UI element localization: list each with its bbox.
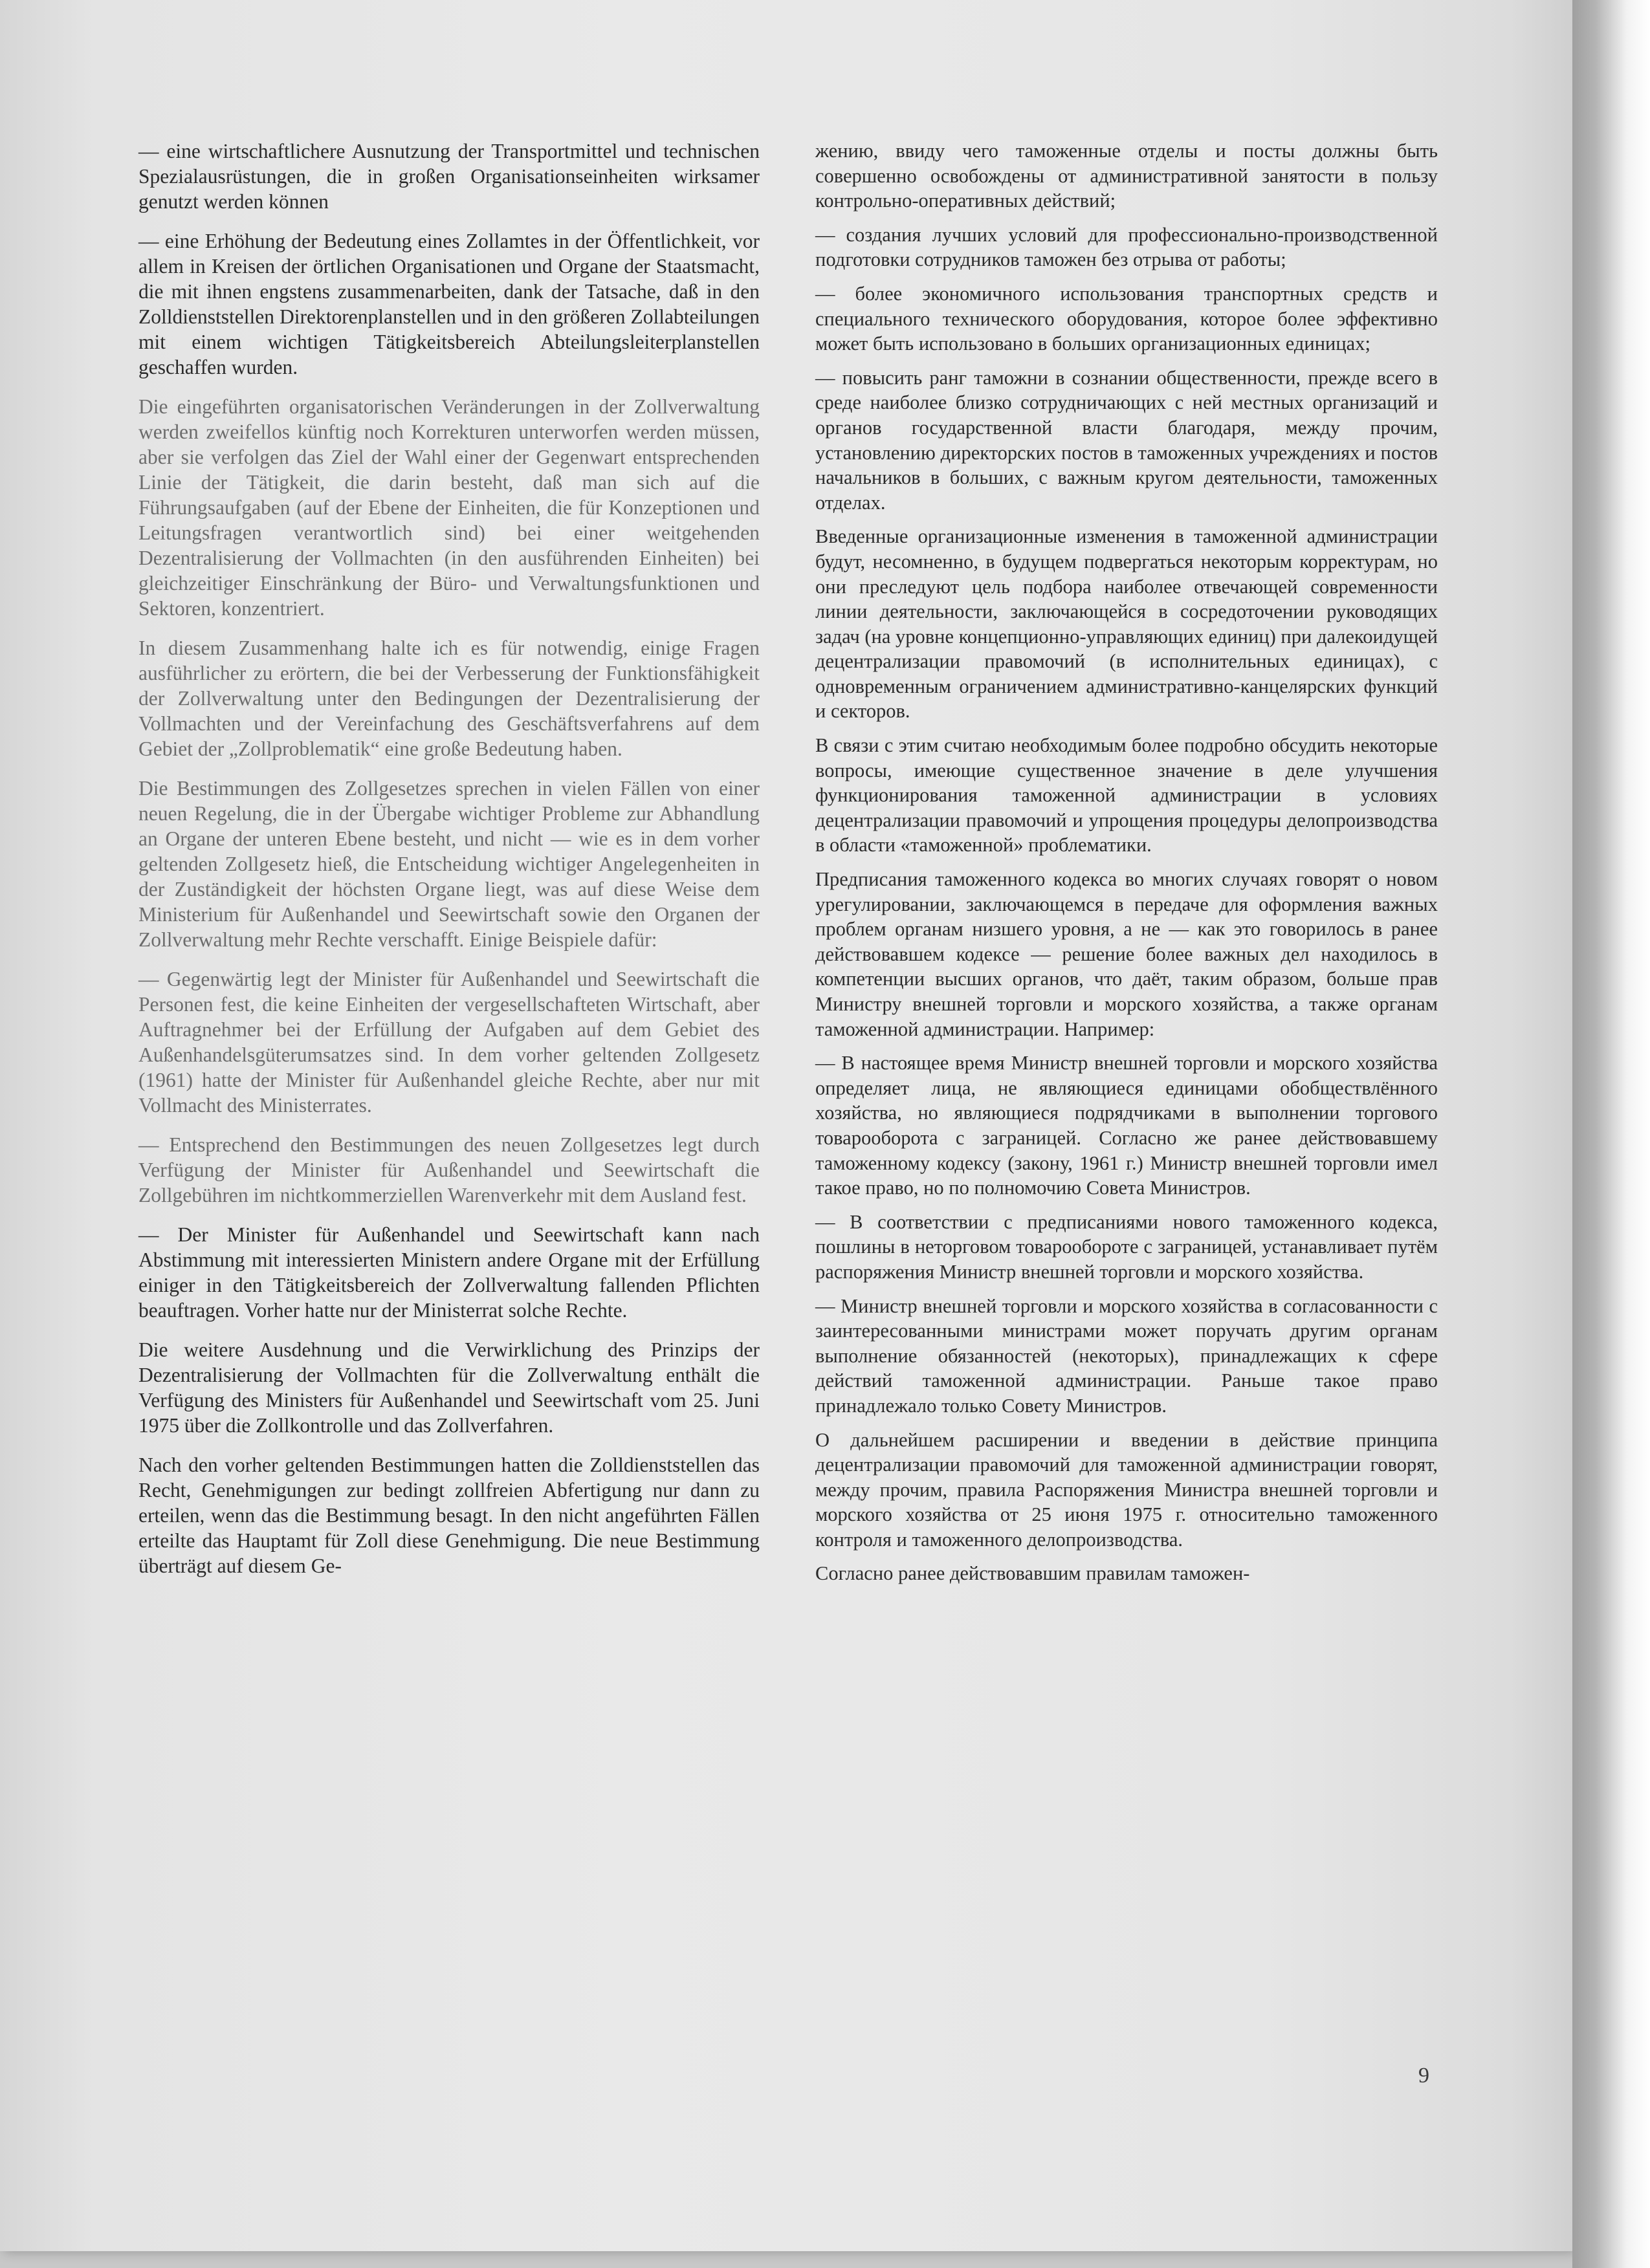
german-paragraph-3: Die eingeführten organisatorischen Veränderungen in der Zollverwaltung werden zweifellos künftig noch Korrekturen unterworfen werden müssen, aber sie verfolgen das Ziel der Wahl einer der Gegenwart entsprechenden Linie der Tätigkeit, die darin besteht, daß man sich auf die Führungsaufgaben (auf der Ebene der Einheiten, die für Konzeptionen und Leitungsfragen verantwortlich sind) bei einer weitgehenden Dezentralisierung der Vollmachten (in den ausführenden Einheiten) bei gleichzeitiger Einschränkung der Büro- und Verwaltungsfunktionen und Sektoren, konzentriert. (138, 395, 760, 620)
russian-paragraph-2: — создания лучших условий для профессионально-производственной подготовки сотрудников таможен без отрыва от работы; (815, 223, 1438, 271)
german-paragraph-8: — Der Minister für Außenhandel und Seewirtschaft kann nach Abstimmung mit interessierten Ministern andere Organe mit der Erfüllung einiger in den Tätigkeitsbereich der Zollverwaltung fallenden Pflichten beauftragen. Vorher hatte nur der Ministerrat solche Rechte. (138, 1223, 760, 1322)
german-text-column (138, 138, 760, 1593)
russian-paragraph-11: О дальнейшем расширении и введении в действие принципа децентрализации правомочий для таможенной администрации говорят, между прочим, правила Распоряжения Министра внешней торговли и морского хозяйства от 25 июня 1975 г. относительно таможенного контроля и таможенного делопроизводства. (815, 1428, 1438, 1551)
german-paragraph-7: — Entsprechend den Bestimmungen des neuen Zollgesetzes legt durch Verfügung der Minister für Außenhandel und Seewirtschaft die Zollgebühren im nichtkommerziellen Warenverkehr mit dem Ausland fest. (138, 1133, 760, 1206)
page-edge (1572, 0, 1650, 2268)
german-paragraph-4: In diesem Zusammenhang halte ich es für notwendig, einige Fragen ausführlicher zu erörtern, die bei der Verbesserung der Funktionsfähigkeit der Zollverwaltung unter den Bedingungen der Dezentralisierung der Vollmachten und der Vereinfachung des Geschäftsverfahrens auf dem Gebiet der „Zollproblematik“ eine große Bedeutung haben. (138, 637, 760, 760)
russian-paragraph-6: В связи с этим считаю необходимым более подробно обсудить некоторые вопросы, имеющие существенное значение в деле улучшения функционирования таможенной администрации в условиях децентрализации правомочий и упрощения процедуры делопроизводства в области «таможенной» проблематики. (815, 734, 1438, 856)
german-paragraph-9: Die weitere Ausdehnung und die Verwirklichung des Prinzips der Dezentralisierung der Vollmachten für die Zollverwaltung enthält die Verfügung des Ministers für Außenhandel und Seewirtschaft vom 25. Juni 1975 über die Zollkontrolle und das Zollverfahren. (138, 1338, 760, 1437)
german-paragraph-2: — eine Erhöhung der Bedeutung eines Zollamtes in der Öffentlichkeit, vor allem in Kreisen der örtlichen Organisationen und Organe der Staatsmacht, die mit ihnen engstens zusammenarbeiten, dank der Tatsache, daß in den Zolldienststellen Direktorenplanstellen und in den größeren Zollabteilungen mit einem wichtigen Tätigkeitsbereich Abteilungsleiterplanstellen geschaffen wurden. (138, 230, 760, 378)
russian-paragraph-4: — повысить ранг таможни в сознании общественности, прежде всего в среде наиболее близко сотрудничающих с ней местных организаций и органов государственной власти благодаря, между прочим, установлению директорских постов в таможенных учреждениях и постов начальников в больших, с важным кругом деятельности, таможенных отделах. (815, 366, 1438, 514)
russian-paragraph-8: — В настоящее время Министр внешней торговли и морского хозяйства определяет лица, не являющиеся единицами обобществлённого хозяйства, но являющиеся подрядчиками в выполнении торгового товарооборота с заграницей. Согласно же ранее действовавшему таможенному кодексу (закону, 1961 г.) Министр внешней торговли имел такое право, но по полномочию Совета Министров. (815, 1052, 1438, 1199)
russian-paragraph-9: — В соответствии с предписаниями нового таможенного кодекса, пошлины в неторговом товарообороте с заграницей, устанавливает путём распоряжения Министр внешней торговли и морского хозяйства. (815, 1210, 1438, 1283)
page-number: 9 (1418, 2064, 1429, 2088)
russian-paragraph-3: — более экономичного использования транспортных средств и специального технического оборудования, которое более эффективно может быть использовано в больших организационных единицах; (815, 282, 1438, 355)
german-paragraph-10: Nach den vorher geltenden Bestimmungen hatten die Zolldienststellen das Recht, Genehmigungen zur bedingt zollfreien Abfertigung nur dann zu erteilen, wenn das die Bestimmung besagt. In den nicht angeführten Fällen erteilte das Hauptamt für Zoll diese Genehmigung. Die neue Bestimmung überträgt auf diesem Ge- (138, 1454, 760, 1577)
russian-paragraph-12: Согласно ранее действовавшим правилам таможен- (815, 1562, 1250, 1585)
russian-paragraph-1: жению, ввиду чего таможенные отделы и посты должны быть совершенно освобождены от административной занятости в пользу контрольно-оперативных действий; (815, 140, 1438, 212)
german-paragraph-1: — eine wirtschaftlichere Ausnutzung der Transportmittel und technischen Spezialausrüstungen, die in großen Organisationseinheiten wirksamer genutzt werden können (138, 140, 760, 213)
russian-paragraph-10: — Министр внешней торговли и морского хозяйства в согласованности с заинтересованными министрами может поручать другим органам выполнение обязанностей (некоторых), принадлежащих к сфере действий таможенной администрации. Раньше такое право принадлежало только Совету Министров. (815, 1294, 1438, 1417)
russian-text-column (815, 138, 1438, 1595)
russian-paragraph-5: Введенные организационные изменения в таможенной администрации будут, несомненно, в будущем подвергаться некоторым корректурам, но они преследуют цель подбора наиболее отвечающей современности линии деятельности, заключающейся в сосредоточении руководящих задач (на уровне концепционно-управляющих единиц) при далекоидущей децентрализации правомочий (в исполнительных единицах), с одновременным ограничением административно-канцелярских функций и секторов. (815, 525, 1438, 723)
russian-paragraph-7: Предписания таможенного кодекса во многих случаях говорят о новом урегулировании, заключающемся в передаче для оформления важных проблем органам низшего уровня, а не — как это говорилось в ранее действовавшем кодексе — решение более важных дел находилось в компетенции высших органов, что даёт, таким образом, больше прав Министру внешней торговли и морского хозяйства, а также органам таможенной администрации. Например: (815, 868, 1438, 1040)
german-paragraph-6: — Gegenwärtig legt der Minister für Außenhandel und Seewirtschaft die Personen fest, die keine Einheiten der vergesellschafteten Wirtschaft, aber Auftragnehmer bei der Erfüllung der Aufgaben auf dem Gebiet des Außenhandelsgüterumsatzes sind. In dem vorher geltenden Zollgesetz (1961) hatte der Minister für Außenhandel gleiche Rechte, aber nur mit Vollmacht des Ministerrates. (138, 968, 760, 1117)
german-paragraph-5: Die Bestimmungen des Zollgesetzes sprechen in vielen Fällen von einer neuen Regelung, die in der Übergabe wichtiger Probleme zur Abhandlung an Organe der unteren Ebene besteht, und nicht — wie es in dem vorher geltenden Zollgesetz hieß, die Entscheidung wichtiger Angelegenheiten in der Zuständigkeit der höchsten Organe liegt, was auf diese Weise dem Ministerium für Außenhandel und Seewirtschaft sowie den Organen der Zollverwaltung mehr Rechte verschafft. Einige Beispiele dafür: (138, 777, 760, 951)
